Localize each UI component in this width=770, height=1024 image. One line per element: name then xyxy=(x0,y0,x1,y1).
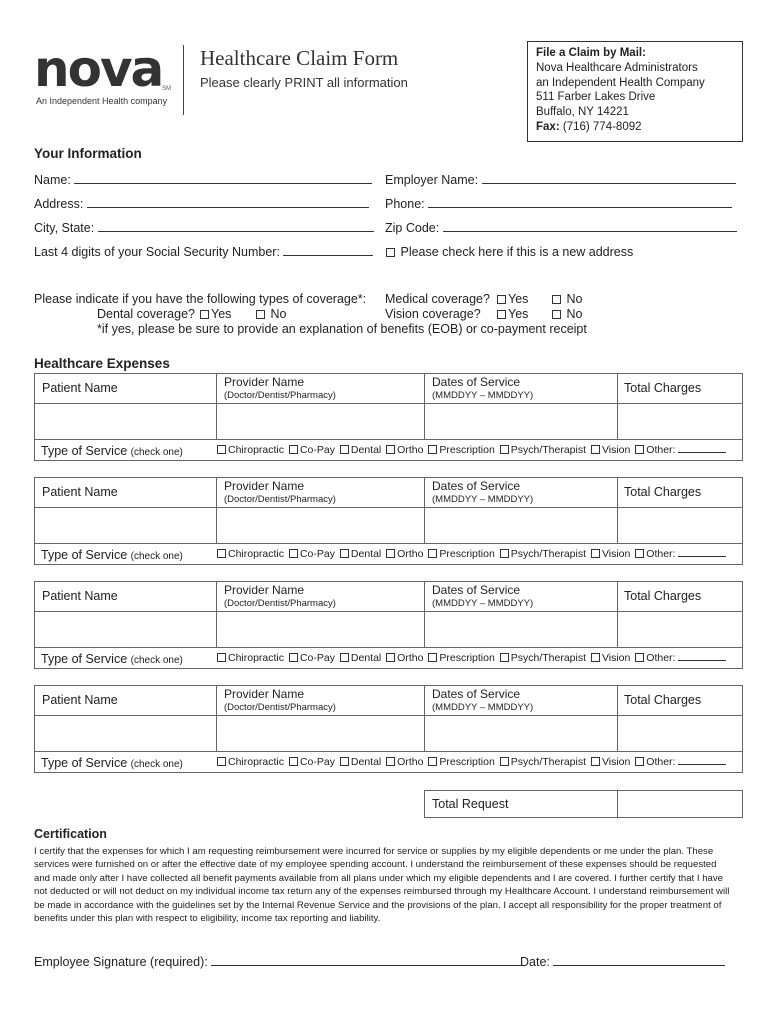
yes-label: Yes xyxy=(211,307,232,321)
service-option-label: Dental xyxy=(350,444,382,456)
dates-label: Dates of Service xyxy=(432,687,521,701)
service-checkbox[interactable] xyxy=(635,445,644,454)
type-of-service-label xyxy=(41,548,183,562)
city-state-label: City, State: xyxy=(34,221,95,235)
dates-sublabel: (MMDDYY – MMDDYY) xyxy=(432,390,534,401)
service-option-label: Other: xyxy=(646,444,676,456)
logo-service-mark: SM xyxy=(162,86,171,92)
service-option[interactable] xyxy=(289,548,335,560)
other-service-line[interactable] xyxy=(678,556,726,557)
name-label: Name: xyxy=(34,173,71,187)
service-checkbox[interactable] xyxy=(289,445,298,454)
service-checkbox[interactable] xyxy=(217,445,226,454)
medical-yes-checkbox[interactable] xyxy=(497,295,506,304)
service-option[interactable] xyxy=(340,756,381,768)
address-field[interactable] xyxy=(34,197,369,211)
dates-sublabel: (MMDDYY – MMDDYY) xyxy=(432,702,534,713)
service-option-label: Psych/Therapist xyxy=(510,548,587,560)
fax-line xyxy=(536,120,734,135)
expense-entry xyxy=(34,373,743,461)
mail-line: 511 Farber Lakes Drive xyxy=(536,91,656,104)
service-option[interactable] xyxy=(428,548,494,560)
expense-input-row[interactable] xyxy=(35,716,742,752)
service-option[interactable] xyxy=(340,548,381,560)
dental-yes-checkbox[interactable] xyxy=(200,310,209,319)
service-checkbox[interactable] xyxy=(428,549,437,558)
no-label: No xyxy=(270,307,287,321)
expense-entry xyxy=(34,477,743,565)
dates-sublabel: (MMDDYY – MMDDYY) xyxy=(432,494,534,505)
mail-line: Buffalo, NY 14221 xyxy=(536,106,629,119)
service-option-label: Ortho xyxy=(397,548,424,560)
provider-name-sublabel: (Doctor/Dentist/Pharmacy) xyxy=(224,494,336,505)
service-option-label: Vision xyxy=(601,548,631,560)
logo-tagline: An Independent Health company xyxy=(36,96,168,106)
service-type-options xyxy=(217,756,728,768)
service-option-label: Other: xyxy=(646,756,676,768)
date-field[interactable] xyxy=(520,955,725,969)
zip-field[interactable] xyxy=(385,221,737,235)
patient-name-header: Patient Name xyxy=(42,381,118,395)
column-divider xyxy=(424,374,425,440)
type-of-service-label xyxy=(41,444,183,458)
dates-of-service-header xyxy=(432,583,533,611)
other-service-line[interactable] xyxy=(678,764,726,765)
page-subtitle: Please clearly PRINT all information xyxy=(200,75,408,90)
service-checkbox[interactable] xyxy=(217,549,226,558)
service-option[interactable] xyxy=(217,444,284,456)
service-checkbox[interactable] xyxy=(340,445,349,454)
service-option[interactable] xyxy=(591,444,630,456)
service-option-label: Prescription xyxy=(439,548,495,560)
total-charges-header: Total Charges xyxy=(624,485,702,499)
provider-name-sublabel: (Doctor/Dentist/Pharmacy) xyxy=(224,702,336,713)
city-state-field[interactable] xyxy=(34,221,374,235)
total-charges-header: Total Charges xyxy=(624,693,702,707)
service-option-label: Other: xyxy=(646,652,676,664)
dates-of-service-header xyxy=(432,479,533,507)
ssn-field[interactable] xyxy=(34,245,373,259)
service-option[interactable] xyxy=(217,756,284,768)
service-option-label: Ortho xyxy=(397,652,424,664)
service-option[interactable] xyxy=(635,548,726,560)
service-checkbox[interactable] xyxy=(386,653,395,662)
service-option-label: Other: xyxy=(646,548,676,560)
vision-yes-option[interactable] xyxy=(497,307,528,321)
mail-line: Nova Healthcare Administrators xyxy=(536,61,698,74)
type-of-service-label xyxy=(41,756,183,770)
service-option-label: Prescription xyxy=(439,444,495,456)
service-option[interactable] xyxy=(500,444,586,456)
check-one-note: (check one) xyxy=(130,655,183,666)
service-option-label: Co-Pay xyxy=(299,756,335,768)
service-checkbox[interactable] xyxy=(289,757,298,766)
service-option[interactable] xyxy=(500,548,586,560)
service-option-label: Co-Pay xyxy=(299,444,335,456)
expense-input-row[interactable] xyxy=(35,612,742,648)
certification-text: I certify that the expenses for which I am requesting reimbursement were incurred for service or supplies by my eligible dependents or me under the plan. These services were furnished on or after the effective date of my employee spending account. I understand the reimbursement of these expenses should be requested and made only after I have collected all benefit payments available from all plans under which my eligible dependents and I are covered. I further certify that I have not deducted or will not deduct on my individual income tax return any of the expenses reimbursed through my Healthcare Account. I understand reimbursement will be made in accordance with the guidelines set by the Internal Revenue Service and the provisions of the plan. I accept all responsibility for the proper treatment of benefits under this plan with respect to eligibility, income tax reporting and liability. xyxy=(34,846,730,925)
service-option[interactable] xyxy=(591,548,630,560)
expense-input-row[interactable] xyxy=(35,404,742,440)
vision-no-option[interactable] xyxy=(552,307,582,321)
column-divider xyxy=(216,582,217,648)
provider-name-header xyxy=(224,583,336,611)
service-option[interactable] xyxy=(635,444,726,456)
service-checkbox[interactable] xyxy=(217,757,226,766)
column-divider xyxy=(617,686,618,752)
total-request-box xyxy=(424,790,743,818)
service-option-label: Psych/Therapist xyxy=(510,756,587,768)
service-checkbox[interactable] xyxy=(591,549,600,558)
phone-field[interactable] xyxy=(385,197,732,211)
service-checkbox[interactable] xyxy=(500,653,509,662)
type-of-service-text: Type of Service xyxy=(41,652,128,666)
city-state-line[interactable] xyxy=(98,231,374,232)
patient-name-header: Patient Name xyxy=(42,485,118,499)
service-option-label: Chiropractic xyxy=(228,548,285,560)
service-checkbox[interactable] xyxy=(289,549,298,558)
fax-label: Fax: xyxy=(536,120,560,133)
no-label: No xyxy=(566,292,583,306)
date-line[interactable] xyxy=(553,965,725,966)
your-information-heading: Your Information xyxy=(34,146,142,161)
signature-line[interactable] xyxy=(211,965,521,966)
service-option-label: Chiropractic xyxy=(228,652,285,664)
medical-no-option[interactable] xyxy=(552,292,582,306)
patient-name-header: Patient Name xyxy=(42,693,118,707)
service-checkbox[interactable] xyxy=(428,757,437,766)
date-label: Date: xyxy=(520,955,550,969)
phone-label: Phone: xyxy=(385,197,425,211)
service-type-options xyxy=(217,444,728,456)
employer-field[interactable] xyxy=(385,173,736,187)
signature-label: Employee Signature (required): xyxy=(34,955,208,969)
vision-no-checkbox[interactable] xyxy=(552,310,561,319)
medical-no-checkbox[interactable] xyxy=(552,295,561,304)
service-option-label: Ortho xyxy=(397,444,424,456)
name-line[interactable] xyxy=(74,183,372,184)
service-type-options xyxy=(217,652,728,664)
dates-label: Dates of Service xyxy=(432,583,521,597)
column-divider xyxy=(617,478,618,544)
total-charges-header: Total Charges xyxy=(624,381,702,395)
header-divider xyxy=(183,45,184,115)
service-option[interactable] xyxy=(340,652,381,664)
dates-of-service-header xyxy=(432,687,533,715)
service-option[interactable] xyxy=(635,652,726,664)
type-of-service-text: Type of Service xyxy=(41,444,128,458)
dental-coverage-label: Dental coverage? xyxy=(97,307,195,321)
service-option-label: Dental xyxy=(350,756,382,768)
service-option[interactable] xyxy=(635,756,726,768)
service-checkbox[interactable] xyxy=(386,757,395,766)
service-option-label: Psych/Therapist xyxy=(510,652,587,664)
service-option[interactable] xyxy=(217,548,284,560)
service-checkbox[interactable] xyxy=(635,549,644,558)
dental-yes-option[interactable] xyxy=(200,307,231,321)
service-checkbox[interactable] xyxy=(217,653,226,662)
service-checkbox[interactable] xyxy=(591,445,600,454)
coverage-note: *if yes, please be sure to provide an explanation of benefits (EOB) or co-payment receipt xyxy=(97,322,587,336)
expense-entry xyxy=(34,685,743,773)
service-option[interactable] xyxy=(289,444,335,456)
type-of-service-text: Type of Service xyxy=(41,756,128,770)
service-option-label: Vision xyxy=(601,444,631,456)
dates-of-service-header xyxy=(432,375,533,403)
service-option[interactable] xyxy=(591,652,630,664)
service-checkbox[interactable] xyxy=(591,653,600,662)
yes-label: Yes xyxy=(508,307,529,321)
medical-coverage-label: Medical coverage? xyxy=(385,292,490,306)
column-divider xyxy=(617,374,618,440)
other-service-line[interactable] xyxy=(678,452,726,453)
service-checkbox[interactable] xyxy=(386,549,395,558)
service-option-label: Vision xyxy=(601,652,631,664)
check-one-note: (check one) xyxy=(130,759,183,770)
service-option-label: Psych/Therapist xyxy=(510,444,587,456)
phone-line[interactable] xyxy=(428,207,732,208)
service-checkbox[interactable] xyxy=(340,653,349,662)
service-option[interactable] xyxy=(591,756,630,768)
provider-name-header xyxy=(224,687,336,715)
service-checkbox[interactable] xyxy=(500,445,509,454)
provider-name-label: Provider Name xyxy=(224,583,305,597)
nova-logo: nova xyxy=(34,40,163,98)
service-option[interactable] xyxy=(386,652,423,664)
service-option[interactable] xyxy=(289,652,335,664)
service-option[interactable] xyxy=(428,444,494,456)
yes-label: Yes xyxy=(508,292,529,306)
healthcare-expenses-heading: Healthcare Expenses xyxy=(34,356,170,371)
new-address-checkbox[interactable] xyxy=(386,248,395,257)
no-label: No xyxy=(566,307,583,321)
ssn-line[interactable] xyxy=(283,255,373,256)
service-checkbox[interactable] xyxy=(500,757,509,766)
provider-name-header xyxy=(224,375,336,403)
type-of-service-label xyxy=(41,652,183,666)
signature-field[interactable] xyxy=(34,955,521,969)
service-option[interactable] xyxy=(428,756,494,768)
type-of-service-text: Type of Service xyxy=(41,548,128,562)
service-option[interactable] xyxy=(386,444,423,456)
dates-sublabel: (MMDDYY – MMDDYY) xyxy=(432,598,534,609)
service-option[interactable] xyxy=(428,652,494,664)
service-option[interactable] xyxy=(386,756,423,768)
service-option-label: Co-Pay xyxy=(299,652,335,664)
dates-label: Dates of Service xyxy=(432,375,521,389)
service-checkbox[interactable] xyxy=(386,445,395,454)
service-checkbox[interactable] xyxy=(428,653,437,662)
certification-heading: Certification xyxy=(34,827,107,841)
service-checkbox[interactable] xyxy=(635,757,644,766)
dental-no-option[interactable] xyxy=(256,307,286,321)
service-option[interactable] xyxy=(340,444,381,456)
service-option-label: Ortho xyxy=(397,756,424,768)
column-divider xyxy=(424,686,425,752)
dental-no-checkbox[interactable] xyxy=(256,310,265,319)
service-checkbox[interactable] xyxy=(635,653,644,662)
service-option-label: Dental xyxy=(350,548,382,560)
service-option-label: Prescription xyxy=(439,652,495,664)
provider-name-sublabel: (Doctor/Dentist/Pharmacy) xyxy=(224,598,336,609)
ssn-label: Last 4 digits of your Social Security Number: xyxy=(34,245,280,259)
service-option[interactable] xyxy=(386,548,423,560)
provider-name-sublabel: (Doctor/Dentist/Pharmacy) xyxy=(224,390,336,401)
mail-address-box xyxy=(527,41,743,142)
service-option-label: Chiropractic xyxy=(228,444,285,456)
service-option-label: Chiropractic xyxy=(228,756,285,768)
service-option[interactable] xyxy=(289,756,335,768)
service-checkbox[interactable] xyxy=(428,445,437,454)
provider-name-label: Provider Name xyxy=(224,479,305,493)
service-option[interactable] xyxy=(217,652,284,664)
service-option-label: Co-Pay xyxy=(299,548,335,560)
column-divider xyxy=(216,478,217,544)
service-option[interactable] xyxy=(500,756,586,768)
service-checkbox[interactable] xyxy=(340,549,349,558)
address-line[interactable] xyxy=(87,207,369,208)
mail-heading: File a Claim by Mail: xyxy=(536,47,646,59)
column-divider xyxy=(424,478,425,544)
service-checkbox[interactable] xyxy=(340,757,349,766)
provider-name-header xyxy=(224,479,336,507)
service-checkbox[interactable] xyxy=(591,757,600,766)
zip-label: Zip Code: xyxy=(385,221,440,235)
column-divider xyxy=(216,374,217,440)
check-one-note: (check one) xyxy=(130,551,183,562)
patient-name-header: Patient Name xyxy=(42,589,118,603)
vision-yes-checkbox[interactable] xyxy=(497,310,506,319)
address-label: Address: xyxy=(34,197,84,211)
provider-name-label: Provider Name xyxy=(224,375,305,389)
column-divider xyxy=(617,582,618,648)
service-option-label: Prescription xyxy=(439,756,495,768)
other-service-line[interactable] xyxy=(678,660,726,661)
total-charges-header: Total Charges xyxy=(624,589,702,603)
check-one-note: (check one) xyxy=(130,447,183,458)
dates-label: Dates of Service xyxy=(432,479,521,493)
zip-line[interactable] xyxy=(443,231,737,232)
service-type-options xyxy=(217,548,728,560)
service-checkbox[interactable] xyxy=(289,653,298,662)
employer-label: Employer Name: xyxy=(385,173,479,187)
total-request-divider xyxy=(617,791,618,817)
service-option-label: Dental xyxy=(350,652,382,664)
expense-input-row[interactable] xyxy=(35,508,742,544)
employer-line[interactable] xyxy=(482,183,736,184)
fax-value: (716) 774-8092 xyxy=(562,120,642,133)
vision-coverage-label: Vision coverage? xyxy=(385,307,481,321)
new-address-field[interactable] xyxy=(386,245,633,259)
coverage-prompt: Please indicate if you have the following types of coverage*: xyxy=(34,292,367,306)
service-checkbox[interactable] xyxy=(500,549,509,558)
medical-yes-option[interactable] xyxy=(497,292,528,306)
mail-line: an Independent Health Company xyxy=(536,76,705,89)
expense-entry xyxy=(34,581,743,669)
provider-name-label: Provider Name xyxy=(224,687,305,701)
service-option-label: Vision xyxy=(601,756,631,768)
page-title: Healthcare Claim Form xyxy=(200,46,399,70)
new-address-label: Please check here if this is a new address xyxy=(400,245,634,259)
service-option[interactable] xyxy=(500,652,586,664)
name-field[interactable] xyxy=(34,173,372,187)
total-request-label: Total Request xyxy=(432,797,509,811)
column-divider xyxy=(424,582,425,648)
column-divider xyxy=(216,686,217,752)
